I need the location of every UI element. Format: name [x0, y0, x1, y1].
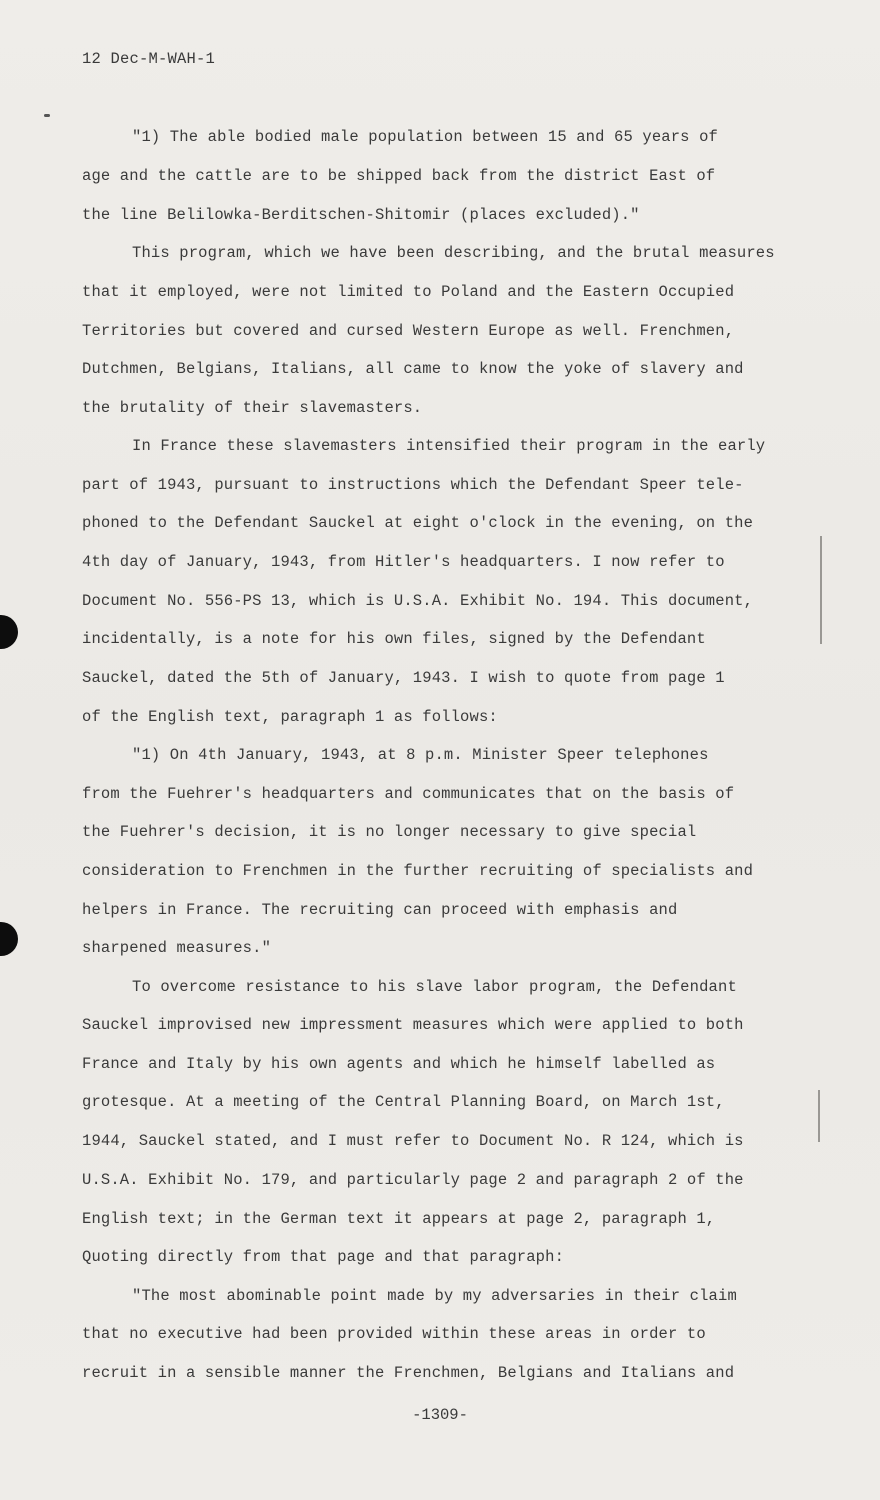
- text-line: France and Italy by his own agents and which he himself labelled as: [82, 1055, 716, 1073]
- text-line: "1) The able bodied male population between 15 and 65 years of: [132, 128, 718, 146]
- page-header: 12 Dec-M-WAH-1: [82, 50, 216, 68]
- text-line: recruit in a sensible manner the Frenchmen, Belgians and Italians and: [82, 1364, 735, 1382]
- text-line: that no executive had been provided within these areas in order to: [82, 1325, 706, 1343]
- text-line: part of 1943, pursuant to instructions which the Defendant Speer tele-: [82, 476, 744, 494]
- text-line: the brutality of their slavemasters.: [82, 399, 423, 417]
- text-line: "The most abominable point made by my adversaries in their claim: [132, 1287, 737, 1305]
- text-line: Quoting directly from that page and that paragraph:: [82, 1248, 565, 1266]
- margin-mark: [820, 536, 822, 644]
- text-line: consideration to Frenchmen in the further recruiting of specialists and: [82, 862, 754, 880]
- text-line: the line Belilowka-Berditschen-Shitomir (places excluded).": [82, 206, 640, 224]
- text-line: from the Fuehrer's headquarters and communicates that on the basis of: [82, 785, 735, 803]
- punch-hole: [0, 615, 18, 649]
- text-line: English text; in the German text it appears at page 2, paragraph 1,: [82, 1210, 716, 1228]
- text-line: of the English text, paragraph 1 as follows:: [82, 708, 498, 726]
- text-line: Document No. 556-PS 13, which is U.S.A. Exhibit No. 194. This document,: [82, 592, 754, 610]
- text-line: This program, which we have been describing, and the brutal measures: [132, 244, 775, 262]
- text-line: Sauckel improvised new impressment measures which were applied to both: [82, 1016, 744, 1034]
- text-line: the Fuehrer's decision, it is no longer necessary to give special: [82, 823, 697, 841]
- text-line: phoned to the Defendant Sauckel at eight o'clock in the evening, on the: [82, 514, 754, 532]
- text-line: Dutchmen, Belgians, Italians, all came to know the yoke of slavery and: [82, 360, 744, 378]
- ink-mark: [44, 114, 50, 117]
- text-line: "1) On 4th January, 1943, at 8 p.m. Minister Speer telephones: [132, 746, 709, 764]
- text-line: that it employed, were not limited to Poland and the Eastern Occupied: [82, 283, 735, 301]
- text-line: helpers in France. The recruiting can proceed with emphasis and: [82, 901, 678, 919]
- text-line: In France these slavemasters intensified their program in the early: [132, 437, 766, 455]
- text-line: U.S.A. Exhibit No. 179, and particularly page 2 and paragraph 2 of the: [82, 1171, 744, 1189]
- text-line: incidentally, is a note for his own files, signed by the Defendant: [82, 630, 706, 648]
- text-line: Territories but covered and cursed Western Europe as well. Frenchmen,: [82, 322, 735, 340]
- text-line: grotesque. At a meeting of the Central Planning Board, on March 1st,: [82, 1093, 725, 1111]
- text-line: age and the cattle are to be shipped back from the district East of: [82, 167, 716, 185]
- text-line: Sauckel, dated the 5th of January, 1943. I wish to quote from page 1: [82, 669, 725, 687]
- text-line: To overcome resistance to his slave labor program, the Defendant: [132, 978, 737, 996]
- margin-mark: [818, 1090, 820, 1142]
- text-line: sharpened measures.": [82, 939, 272, 957]
- text-line: 4th day of January, 1943, from Hitler's headquarters. I now refer to: [82, 553, 725, 571]
- punch-hole: [0, 922, 18, 956]
- text-line: 1944, Sauckel stated, and I must refer to Document No. R 124, which is: [82, 1132, 744, 1150]
- page-number: -1309-: [412, 1406, 468, 1424]
